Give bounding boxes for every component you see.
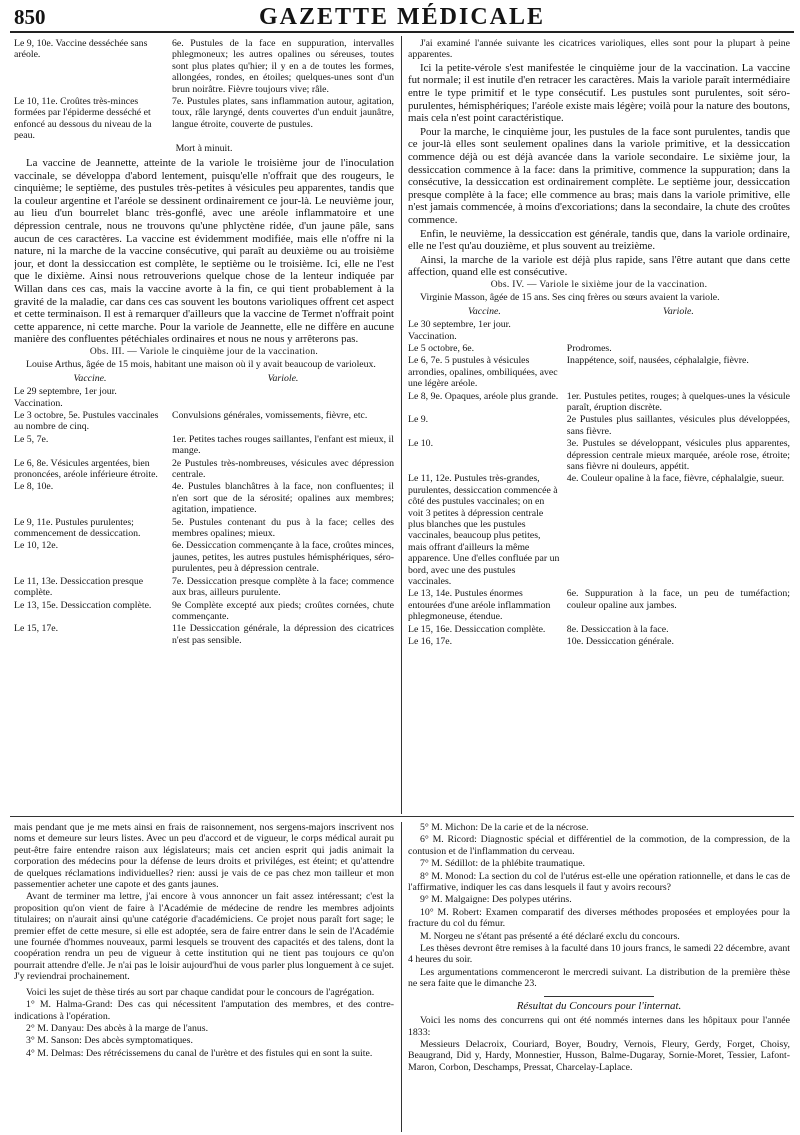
observation-row [408, 473, 790, 587]
column-rule-top [401, 36, 402, 814]
variole-cell: 6e. Suppuration à la face, un peu de tuméfaction; couleur opaline aux jambes. [566, 588, 790, 611]
section-rule [10, 816, 794, 817]
thesis-item: 3° M. Sanson: Des abcès symptomatiques. [26, 1035, 193, 1047]
variole-cell: 4e. Pustules blanchâtres à la face, non confluentes; il n'en sort que de la sérosité; opalines aux membres; agitation, impatience. [172, 481, 394, 516]
variole-cell: 4e. Couleur opaline à la face, fièvre, céphalalgie, sueur. [566, 473, 785, 485]
vaccine-cell: Le 13, 14e. Pustules énormes entourées d'une aréole inflammation phlegmoneuse, étendue. [408, 588, 551, 623]
thesis-item: 6° M. Ricord: Diagnostic spécial et différentiel de la commotion, de la compression, de la contusion et de l'inflammation du cerveau. [408, 834, 790, 857]
body-paragraph: Avant de terminer ma lettre, j'ai encore à vous annoncer un fait assez intéressant; c'est la proposition qu'on vient de faire à l'Académie de médecine de rendre les membres adjoints titulaires; on n'aurait ainsi qu'une catégorie d'académiciens. Ce projet nous paraît fort sage; le premier effet de cette mesure, si elle est adoptée, sera de faire entrer dans le sein de l'Académie une fournée d'hommes nouveaux, parmi lesquels se trouvent des capacités et des talens, dont la coopération rendra un peu de vigueur à cette institution qui ne tient pas toujours ce qu'on pourrait attendre d'elle. Je n'ai pas le loisir aujourd'hui de vous parler plus longuement à ce sujet. J'y reviendrai prochainement. [14, 891, 394, 983]
observation-row [408, 343, 790, 354]
thesis-item: 10° M. Robert: Examen comparatif des diverses méthodes proposées et employées pour la fracture du col du fémur. [408, 906, 790, 930]
observation-row [408, 624, 790, 635]
obs4-intro: Virginie Masson, âgée de 15 ans. Ses cinq frères ou sœurs avaient la variole. [420, 292, 720, 304]
variole-cell: 6e. Dessiccation commençante à la face, croûtes minces, jaunes, petites, les autres pustules hémisphériques, séro-purulentes, peu à dépression centrale. [172, 540, 394, 575]
observation-row [14, 576, 394, 599]
vaccine-cell: Le 10, 12e. [14, 540, 59, 552]
journal-title: GAZETTE MÉDICALE [258, 4, 546, 30]
page-header [10, 0, 794, 33]
thesis-item: 5° M. Michon: De la carie et de la nécrose. [420, 822, 589, 833]
variole-cell: 8e. Dessiccation à la face. [566, 623, 669, 635]
body-paragraph: J'ai examiné l'année suivante les cicatrices varioliques, elles sont pour la plupart à peine apparentes. [408, 38, 790, 61]
obs3-column-heads: Vaccine. Variole. [73, 372, 299, 384]
obs2-row: Le 10, 11e. Croûtes très-minces formées par l'épiderme desséché et enfoncé au dessous du niveau de la peau. 7e. Pustules plates, sans inflammation autour, agitation, toux, râle laryngé, dents couvertes d'un enduit jaunâtre, langue étroite, couverte de pustules. [14, 96, 394, 142]
vaccine-cell: Le 9, 11e. Pustules purulentes; commencement de dessiccation. [14, 516, 141, 540]
vaccine-cell: Le 11, 13e. Dessiccation presque complète. [14, 575, 144, 599]
variole-cell [567, 319, 790, 342]
observation-row [408, 391, 790, 414]
variole-cell: Prodromes. [566, 342, 612, 354]
variole-cell: 7e. Dessiccation presque complète à la face; commence aux bras, ailleurs purulente. [172, 575, 394, 599]
obs4-heading: Obs. IV. — Variole le sixième jour de la vaccination. [490, 279, 708, 290]
divider [544, 996, 654, 997]
observation-row [408, 319, 790, 342]
death-note: Mort à minuit. [175, 142, 233, 154]
obs3-heading: Obs. III. — Variole le cinquième jour de la vaccination. [89, 346, 319, 357]
observation-row [408, 636, 790, 647]
vaccine-cell: Le 29 septembre, 1er jour. Vaccination. [14, 386, 117, 409]
obs2-row: Le 9, 10e. Vaccine desséchée sans aréole. 6e. Pustules de la face en suppuration, intervalles phlegmoneux; les autres opalines ou séreuses, toutes sont plus plates qu'hier; il y en a de toutes les formes, allongées, rondes, en étoiles; quelques-unes sont d'un brun noirâtre. Fièvre toujours vive; râle. [14, 38, 394, 95]
bottom-left-column [14, 822, 394, 1133]
variole-cell: 1er. Pustules petites, rouges; à quelques-unes la vésicule paraît, éruption discrète. [566, 390, 790, 413]
left-column [14, 38, 394, 814]
observation-row [14, 623, 394, 646]
body-paragraph: La vaccine de Jeannette, atteinte de la variole le troisième jour de l'inoculation vaccinale, se développa d'abord lentement, puisqu'elle n'offrait que des rougeurs, le cinquième; le septième, des pustules très-petites à vésicules peu apparentes, tandis que la couleur argentine et l'aréole se dessinent ordinairement ce jour-là. Le neuvième jour, au lieu d'un bourrelet blanc très-gonflé, avec une aréole inflammatoire et une dépression centrale, nous ne trouvons qu'une phlyctène ridée, d'un jaune pâle, sans aucun de ces caractères. La vaccine est évidemment modifiée, mais elle n'offre ni la nature, ni la marche de la vaccine consécutive, qui paraît au deuxième ou au troisième jour, et dont la dessiccation est complète, le septième ou le troisième. Ici, elle ne l'est que le dixième. Ainsi nous retrouverions quelque chose de la lenteur indiquée par Willan dans ces cas, mais la vaccine avorte à la fin, ce qui tient probablement à la gravité de la maladie, car dans ces cas souvent les boutons varioliques offrent cet aspect et cette terminaison. Il est à remarquer d'ailleurs que la vaccine de Termet n'offrait point cette apparence, ni cette marche. Pour la variole de Jeannette, elle ne diffère en aucune manière des confluentes pétéchiales ordinaires et nous ne nous y arrêterons pas. [14, 157, 394, 346]
vaccine-cell: Le 16, 17e. [408, 636, 453, 648]
vaccine-cell: Le 15, 17e. [14, 623, 59, 635]
page-number: 850 [14, 5, 46, 29]
observation-row [408, 355, 790, 389]
vaccine-cell: Le 5, 7e. [14, 433, 49, 445]
vaccine-cell: Le 8, 10e. [14, 481, 54, 493]
body-paragraph: Les argumentations commenceront le mercredi suivant. La distribution de la première thèse ne sera faite que le dimanche 23. [408, 966, 790, 990]
observation-row [408, 414, 790, 437]
observation-row [14, 386, 394, 409]
observation-row [14, 434, 394, 457]
vaccine-cell: Le 3 octobre, 5e. Pustules vaccinales au nombre de cinq. [14, 410, 159, 433]
vaccine-cell: Le 15, 16e. Dessiccation complète. [408, 623, 546, 635]
thesis-item: 8° M. Monod: La section du col de l'utérus est-elle une opération rationnelle, et dans le cas de l'affirmative, indiquer les cas dans lesquels il faut y avoirs recours? [408, 870, 790, 894]
body-paragraph: Enfin, le neuvième, la dessiccation est générale, tandis que, dans la variole ordinaire, elle ne l'est qu'au douzième, et plus souvent au treizième. [408, 227, 790, 253]
obs3-intro: Louise Arthus, âgée de 15 mois, habitant une maison où il y avait beaucoup de varioleux. [26, 359, 376, 371]
body-paragraph: Voici les sujet de thèse tirés au sort par chaque candidat pour le concours de l'agrégation. [26, 986, 375, 998]
body-paragraph: Pour la marche, le cinquième jour, les pustules de la face sont purulentes, tandis que ce jour-là elles sont seulement opalines dans la variole primitive, et la dessiccation commence déjà ou est déjà avancée dans la variole secondaire. Le sixième jour, la dessiccation commence à la face: dans la primitive, commence la suppuration; dans la consécutive, la dessiccation est ordinairement complète. Le septième jour, dessiccation presque complète à la face; elle commence au bras; mais dans la variole primitive, elle n'est jamais commencée, à moins d'excoriations; dans la secondaire, la chute des croûtes commence. [408, 125, 790, 226]
variole-cell: 10e. Dessiccation générale. [566, 636, 674, 648]
variole-cell: 2e Pustules plus saillantes, vésicules plus développées, sans fièvre. [566, 414, 790, 437]
variole-cell: Inappétence, soif, nausées, céphalalgie, fièvre. [566, 355, 749, 367]
variole-cell: 9e Complète excepté aux pieds; croûtes cornées, chute commençante. [172, 599, 394, 622]
variole-cell: 11e Dessiccation générale, la dépression des cicatrices n'est pas sensible. [172, 623, 394, 646]
body-paragraph: Voici les noms des concurrens qui ont été nommés internes dans les hôpitaux pour l'année 1833: [408, 1015, 790, 1038]
variole-cell: 5e. Pustules contenant du pus à la face; celles des membres opalines; mieux. [172, 516, 394, 540]
intern-names: Messieurs Delacroix, Couriard, Boyer, Boudry, Vernois, Fleury, Gerdy, Forget, Choisy, Beaugrand, Did y, Hardy, Monnestier, Husson, Balme-Dugaray, Sornie-Moret, Tessier, Lafont-Maron, Corbon, Deschamps, Pressat, Charcelay-Laplace. [408, 1038, 790, 1073]
column-rule-bottom [401, 822, 402, 1132]
observation-row [408, 438, 790, 472]
vaccine-cell: Le 5 octobre, 6e. [408, 342, 475, 354]
right-column [408, 38, 790, 814]
observation-row [14, 600, 394, 623]
variole-cell [172, 386, 394, 409]
vaccine-cell: Le 10. [408, 438, 434, 450]
vaccine-cell: Le 6, 7e. 5 pustules à vésicules arrondies, opalines, ombiliquées, avec une légère aréole. [408, 355, 558, 390]
body-paragraph: Les thèses devront être remises à la faculté dans 10 jours francs, le samedi 22 décembre, avant 4 heures du soir. [408, 943, 790, 966]
body-paragraph: mais pendant que je me mets ainsi en frais de raisonnement, nos sergens-majors inscrivent nos noms et demeure sur leurs listes. Avec un peu d'accord et de vigueur, le corps médical aurait pu peut-être faire entendre raison aux législateurs; mais cet ancien esprit qui jadis animait la corporation des médecins pour la défense de leurs droits et priviléges, est éteint; et qu'attendre de quelques réclamations individuelles? rien: aussi je vais de ce pas chez mon tailleur et mon passementier acheter une capote et des gants jaunes. [14, 822, 394, 891]
bottom-right-column [408, 822, 790, 1133]
thesis-item: 1° M. Halma-Grand: Des cas qui nécessitent l'amputation des membres, et des contre-indications à l'opération. [14, 999, 394, 1022]
observation-row [408, 588, 790, 622]
vaccine-cell: Le 8, 9e. Opaques, aréole plus grande. [408, 390, 559, 402]
vaccine-cell: Le 30 septembre, 1er jour. Vaccination. [408, 319, 511, 342]
observation-row [14, 410, 394, 433]
vaccine-cell: Le 13, 15e. Dessiccation complète. [14, 599, 152, 611]
variole-cell: Convulsions générales, vomissements, fièvre, etc. [172, 410, 368, 421]
vaccine-cell: Le 9. [408, 414, 429, 426]
body-paragraph: Ici la petite-vérole s'est manifestée le cinquième jour de la vaccination. La vaccine fut normale; il est inutile d'en retracer les caractères. Mais la variole paraît intermédiaire entre le type primitif et le type consécutif. Les pustules sont purulentes, soit séro-purulentes, hémisphériques; l'aréole existe mais légère; voilà pour la nature des boutons, mais cela n'est point caractéristique. [408, 61, 790, 125]
thesis-item: 7° M. Sédillot: de la phlébite traumatique. [420, 858, 585, 870]
vaccine-cell: Le 6, 8e. Vésicules argentées, bien prononcées, aréole inférieure étroite. [14, 457, 158, 481]
variole-cell: 2e Pustules très-nombreuses, vésicules avec dépression centrale. [172, 457, 394, 481]
body-paragraph: M. Norgeu ne s'étant pas présenté a été déclaré exclu du concours. [420, 930, 680, 942]
observation-row [14, 458, 394, 481]
thesis-item: 4° M. Delmas: Des rétrécissemens du canal de l'urètre et des fistules qui en sont la suite. [26, 1047, 373, 1059]
observation-row [14, 481, 394, 515]
variole-cell: 1er. Petites taches rouges saillantes, l'enfant est mieux, il mange. [172, 433, 394, 457]
vaccine-cell: Le 11, 12e. Pustules très-grandes, purulentes, dessiccation commencée à côté des pustules vaccinales; on en voit 3 petites à dépression centrale plus blanches que les pustules vaccinales, beaucoup plus petites, mais offrant d'ailleurs la même apparence. Une d'elles confluée par un bord, avec une des pustules vaccinales. [408, 473, 560, 588]
thesis-item: 9° M. Malgaigne: Des polypes utérins. [420, 894, 572, 906]
concours-heading: Résultat du Concours pour l'internat. [516, 999, 682, 1012]
observation-row [14, 540, 394, 574]
observation-row [14, 517, 394, 540]
body-paragraph: Ainsi, la marche de la variole est déjà plus rapide, sans l'être autant que dans cette affection, quand elle est consécutive. [408, 253, 790, 279]
thesis-item: 2° M. Danyau: Des abcès à la marge de l'anus. [26, 1022, 209, 1034]
obs4-column-heads: Vaccine. Variole. [467, 305, 694, 317]
variole-cell: 3e. Pustules se développant, vésicules plus apparentes, dépression centrale mieux marquée, aréole rose, étroite; sans fièvre ni douleurs, appétit. [566, 438, 790, 472]
